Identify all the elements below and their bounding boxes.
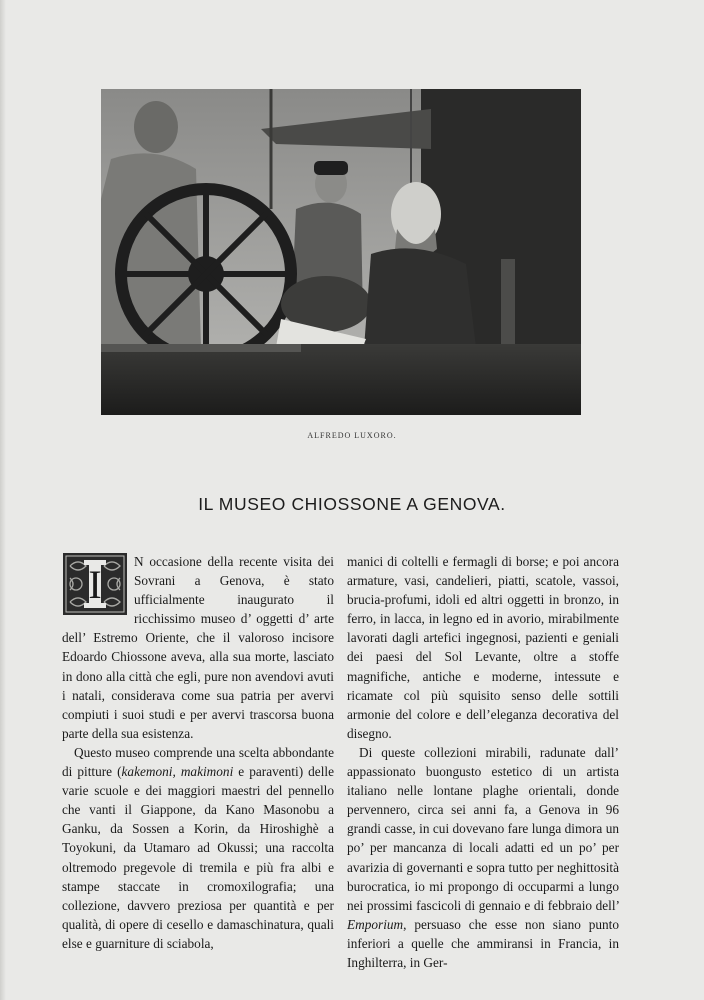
article-title: IL MUSEO CHIOSSONE A GENOVA. [198, 494, 506, 514]
paragraph-3: manici di coltelli e fermagli di borse; e poi ancora armature, vasi, candelieri, piatti, scatole, vassoi, brucia-profumi, idoli ed altri oggetti in bronzo, in ferro, in lacca, in legno ed in avorio, mirabilmente lavorati dagli artefici ingegnosi, pazienti e geniali dei paesi del Sol Levante, oltre a stoffe magnifiche, antiche e moderne, intessute e ricamate col più squisito senso delle sottili armonie del colore e dell’eleganza decorativa del disegno. [347, 554, 619, 741]
paragraph-4: Di queste collezioni mirabili, radunate dall’ appassionato buongusto estetico di un artista italiano nelle lontane plaghe orientali, donde pervennero, circa sei anni fa, a Genova in 96 grandi casse, in cui dovevano fare lunga dimora un po’ per mancanza di locali adatti ed un po’ per avarizia di governanti e sopra tutto per neghittosità burocratica, io mi propongo di occuparmi a lungo nei prossimi fascicoli di gennaio e di febbraio dell’ Emporium, persuaso che esse non siano punto inferiori a quelle che ammiransi in Francia, in Inghilterra, in Ger- [347, 744, 619, 970]
paragraph-2: Questo museo comprende una scelta abbondante di pitture (kakemoni, makimoni e paraventi) delle varie scuole e dei maggiori maestri del pennello che vanti il Giappone, da Kano Masonobu a Ganku, da Sossen a Korin, da Hiroshighè a Toyokuni, da Utamaro ad Okussi; una raccolta oltremodo pregevole di tremila e più fra albi e stampe staccate in cromoxilografia; una collezione, davvero preziosa per quantità e per qualità, di opere di cesello e damaschinatura, quali else e guarniture di sciabola, [62, 744, 334, 951]
right-column [347, 552, 619, 972]
drop-cap-letter: I [88, 562, 102, 607]
figure-caption: ALFREDO LUXORO. [307, 431, 397, 440]
photo-illustration [101, 89, 581, 415]
photograph-alfredo-luxoro [101, 89, 581, 415]
paragraph-1: N occasione della recente visita dei Sovrani a Genova, è stato ufficialmente inaugurato il ricchissimo museo d’ oggetti d’ arte dell’ Estremo Oriente, che il valoroso incisore Edoardo Chiossone aveva, alla sua morte, lasciato in dono alla città che egli, pure non avendovi avuti i natali, considerava come sua patria per avervi compiuti i suoi studi e per avervi trascorsa buona parte della sua esistenza. [62, 554, 334, 741]
decorative-drop-cap [62, 552, 128, 616]
left-column [62, 552, 334, 953]
